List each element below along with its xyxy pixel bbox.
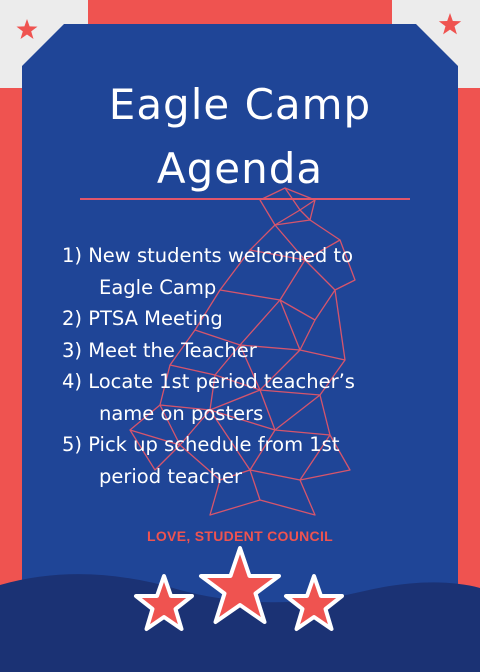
- agenda-item-text: 4) Locate 1st period teacher’s: [62, 370, 355, 393]
- agenda-item-continuation: period teacher: [99, 464, 243, 488]
- page-title-line-1: Eagle Camp: [108, 80, 372, 129]
- signoff-text: LOVE, STUDENT COUNCIL: [147, 528, 333, 544]
- agenda-item-continuation: name on posters: [99, 401, 264, 425]
- agenda-item-text: 1) New students welcomed to: [62, 244, 354, 267]
- agenda-item-text: 3) Meet the Teacher: [62, 338, 257, 362]
- agenda-item-text: 2) PTSA Meeting: [62, 307, 223, 330]
- page-title-line-2: Agenda: [156, 144, 324, 193]
- agenda-item-text: 5) Pick up schedule from 1st: [62, 433, 340, 456]
- agenda-item-continuation: Eagle Camp: [99, 275, 217, 299]
